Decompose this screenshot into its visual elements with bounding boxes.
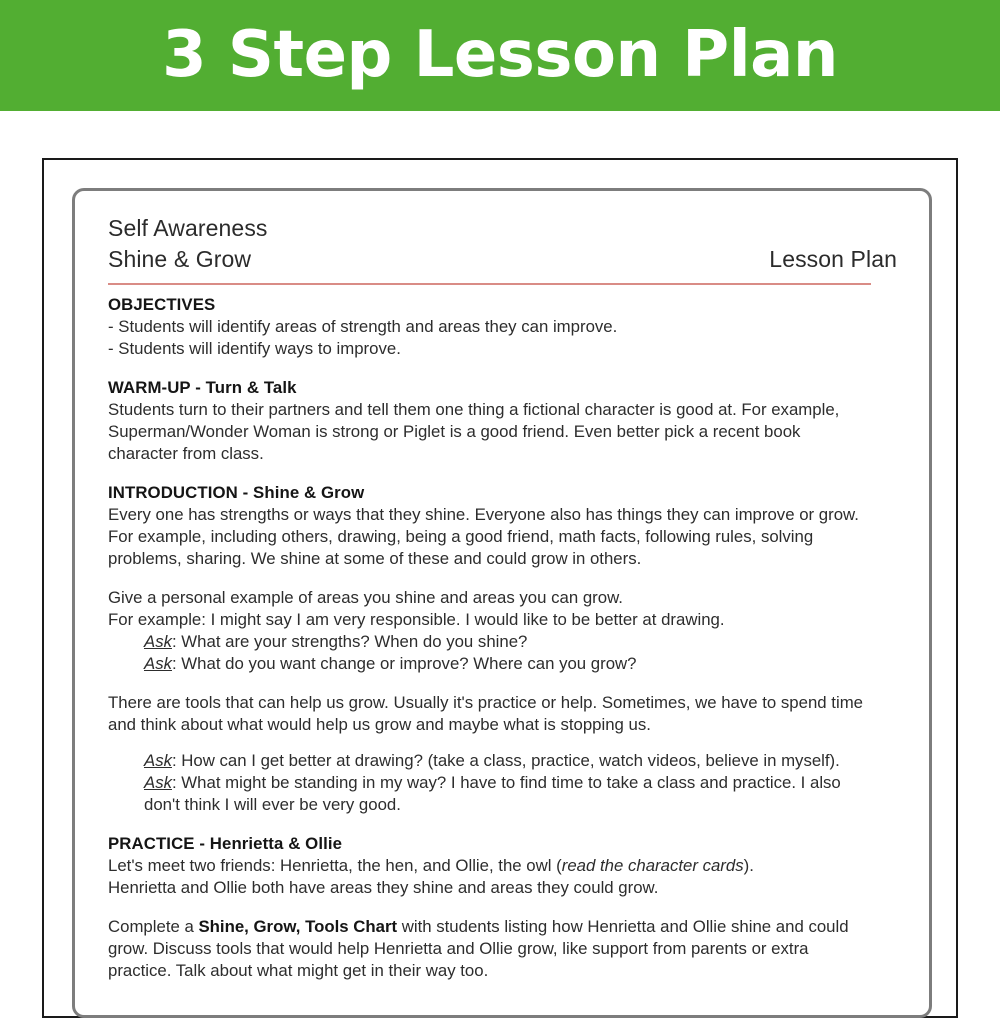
doc-type-label: Lesson Plan bbox=[769, 246, 897, 273]
introduction-paragraph-1: Every one has strengths or ways that they shine. Everyone also has things they can improve or grow. For example, including others, drawing, being a good friend, math facts, following rules, solving problems, sharing. We shine at some of these and could grow in others. bbox=[108, 505, 859, 569]
ask-prompt-1-text: : What are your strengths? When do you shine? bbox=[171, 632, 528, 652]
practice-intro-after: ). bbox=[743, 856, 754, 876]
ask-prompt-1 bbox=[108, 631, 875, 653]
ask-prompt-4-text: : What might be standing in my way? I have to find time to take a class and practice. I also don't think I will ever be very good. bbox=[144, 773, 841, 815]
ask-prompt-2 bbox=[108, 653, 875, 675]
chart-text-before: Complete a bbox=[108, 917, 199, 937]
spacer bbox=[108, 570, 875, 587]
lesson-plan-sheet bbox=[72, 188, 932, 1018]
chart-text-after: with students listing how Henrietta and Ollie shine and could grow. Discuss tools that would help Henrietta and Ollie grow, like support from parents or extra practice. Talk about what might get in their way too. bbox=[108, 917, 849, 981]
practice-heading: PRACTICE - Henrietta & Ollie bbox=[108, 834, 343, 854]
introduction-example-line-2: For example: I might say I am very responsible. I would like to be better at drawing. bbox=[108, 610, 725, 630]
sheet-content bbox=[75, 191, 929, 982]
ask-prompt-3 bbox=[108, 750, 875, 772]
practice-intro-line-2: Henrietta and Ollie both have areas they shine and areas they could grow. bbox=[108, 878, 659, 898]
ask-label: Ask bbox=[144, 773, 172, 793]
ask-prompt-4 bbox=[108, 772, 875, 816]
spacer bbox=[108, 675, 875, 692]
header-divider-rule bbox=[108, 283, 871, 285]
ask-label: Ask bbox=[144, 654, 172, 674]
ask-prompt-3-text: : How can I get better at drawing? (take a class, practice, watch videos, believe in myself). bbox=[171, 751, 840, 771]
introduction-heading: INTRODUCTION - Shine & Grow bbox=[108, 483, 365, 503]
document-page-area bbox=[0, 111, 1000, 1000]
objectives-bullet-1: - Students will identify areas of strength and areas they can improve. bbox=[108, 317, 618, 337]
lesson-body bbox=[108, 294, 901, 982]
spacer bbox=[108, 899, 875, 916]
introduction-example-line-1: Give a personal example of areas you shine and areas you can grow. bbox=[108, 588, 623, 608]
sheet-header-left bbox=[108, 213, 268, 274]
spacer bbox=[108, 360, 875, 377]
spacer bbox=[108, 736, 875, 750]
banner-title: 3 Step Lesson Plan bbox=[162, 17, 838, 92]
ask-label: Ask bbox=[144, 632, 172, 652]
spacer bbox=[108, 816, 875, 833]
objectives-bullet-2: - Students will identify ways to improve. bbox=[108, 339, 401, 359]
spacer bbox=[108, 465, 875, 482]
introduction-paragraph-3: There are tools that can help us grow. Usually it's practice or help. Sometimes, we have to spend time and think about what would help us grow and maybe what is stopping us. bbox=[108, 693, 864, 735]
sheet-header bbox=[108, 213, 901, 274]
chart-name-bold: Shine, Grow, Tools Chart bbox=[198, 917, 398, 937]
practice-intro-before: Let's meet two friends: Henrietta, the hen, and Ollie, the owl ( bbox=[108, 856, 562, 876]
practice-chart-paragraph bbox=[108, 916, 875, 982]
objectives-heading: OBJECTIVES bbox=[108, 295, 216, 315]
practice-intro-line-1 bbox=[108, 855, 875, 877]
ask-prompt-2-text: : What do you want change or improve? Where can you grow? bbox=[171, 654, 637, 674]
lesson-subtitle: Shine & Grow bbox=[108, 245, 252, 272]
page-banner bbox=[0, 0, 1000, 111]
warmup-body: Students turn to their partners and tell them one thing a fictional character is good at. For example, Superman/Wonder Woman is strong or Piglet is a good friend. Even better pick a recent book character from class. bbox=[108, 400, 840, 464]
practice-intro-italic: read the character cards bbox=[561, 856, 744, 876]
topic-title: Self Awareness bbox=[108, 215, 268, 241]
warmup-heading: WARM-UP - Turn & Talk bbox=[108, 378, 297, 398]
ask-label: Ask bbox=[144, 751, 172, 771]
